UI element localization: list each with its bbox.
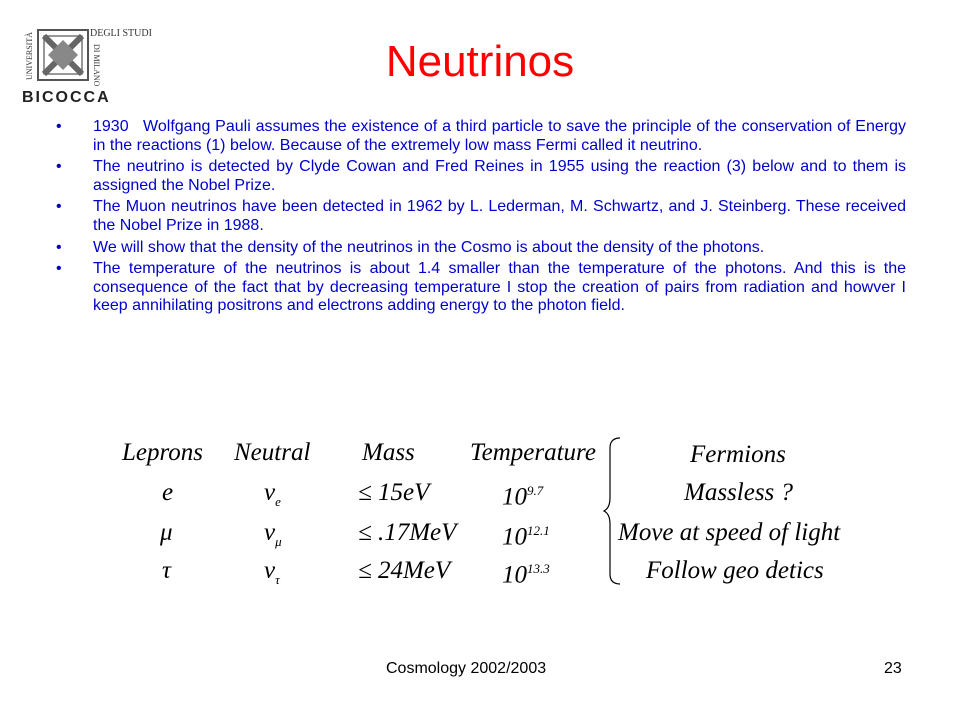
logo-side-left: UNIVERSITÀ: [25, 32, 34, 80]
bullet-item: [56, 198, 906, 235]
header-fermions: Fermions: [690, 441, 786, 468]
fermion-note: Massless ?: [684, 479, 794, 506]
bullet-list: [56, 118, 911, 319]
footer-course: Cosmology 2002/2003: [386, 660, 547, 677]
neutrino-subscript: e: [275, 494, 281, 509]
neutrino-subscript: τ: [275, 572, 280, 587]
fermion-note: Follow geo detics: [646, 557, 824, 584]
neutrino-base: ν: [264, 479, 276, 506]
lepton-symbol: τ: [162, 557, 171, 584]
logo-bottom-text: BICOCCA: [22, 89, 111, 106]
bullet-text: The Muon neutrinos have been detected in 1962 by L. Lederman, M. Schwartz, and J. Steinberg. These received the Nobel Prize in 1988.: [93, 198, 906, 234]
temperature-value: [502, 476, 543, 512]
logo-side-right: DI MILANO: [92, 44, 101, 87]
logo-top-text: DEGLI STUDI: [90, 28, 152, 39]
neutrino-subscript: μ: [275, 534, 282, 549]
temperature-exponent: 13.3: [527, 561, 550, 576]
header-mass: Mass: [362, 439, 415, 466]
fermion-note: Move at speed of light: [618, 519, 841, 546]
mass-value: ≤ 24MeV: [358, 557, 451, 584]
slide-title: Neutrinos: [385, 37, 575, 86]
footer-page-number: 23: [884, 660, 902, 677]
bullet-dot: •: [56, 198, 62, 216]
temperature-exponent: 9.7: [527, 483, 544, 498]
bullet-item: [56, 260, 906, 316]
header-neutral: Neutral: [234, 439, 311, 466]
temperature-base: 10: [502, 483, 527, 511]
mass-value: ≤ 15eV: [358, 479, 430, 506]
temperature-value: [502, 554, 550, 590]
bullet-dot: •: [56, 118, 62, 135]
header-temperature: Temperature: [470, 439, 596, 466]
temperature-exponent: 12.1: [527, 523, 550, 538]
bullet-text: The temperature of the neutrinos is about 1.4 smaller than the temperature of the photons. And this is the consequence of the fact that by decreasing temperature I stop the creation of pairs from radiation and howver I keep annihilating positrons and electrons adding energy to the photon field.: [93, 260, 906, 315]
particle-table: [118, 436, 878, 596]
bullet-item: [56, 158, 906, 195]
neutrino-symbol: [264, 478, 281, 517]
bullet-text: We will show that the density of the neutrinos in the Cosmo is about the density of the photons.: [93, 238, 765, 256]
lepton-symbol: μ: [160, 519, 173, 546]
header-leptons: Leprons: [122, 439, 204, 466]
lepton-symbol: e: [162, 479, 174, 506]
bullet-text: 1930 Wolfgang Pauli assumes the existence of a third particle to save the principle of the conservation of Energy in the reactions (1) below. Because of the extremely low mass Fermi called it neutrino.: [93, 118, 911, 154]
temperature-base: 10: [502, 523, 527, 551]
bullet-dot: •: [56, 238, 62, 256]
neutrino-symbol: [264, 556, 280, 595]
brace-separator: [604, 436, 624, 586]
bullet-text: The neutrino is detected by Clyde Cowan and Fred Reines in 1955 using the reaction (3) below and to them is assigned the Nobel Prize.: [93, 158, 906, 194]
temperature-value: [502, 516, 550, 552]
temperature-base: 10: [502, 561, 527, 589]
mass-value: ≤ .17MeV: [358, 519, 457, 546]
bullet-item: [56, 118, 911, 155]
bullet-dot: •: [56, 260, 62, 278]
bullet-item: [56, 239, 906, 258]
neutrino-base: ν: [264, 557, 276, 584]
neutrino-symbol: [264, 518, 282, 557]
neutrino-base: ν: [264, 519, 276, 546]
bullet-dot: •: [56, 158, 62, 176]
